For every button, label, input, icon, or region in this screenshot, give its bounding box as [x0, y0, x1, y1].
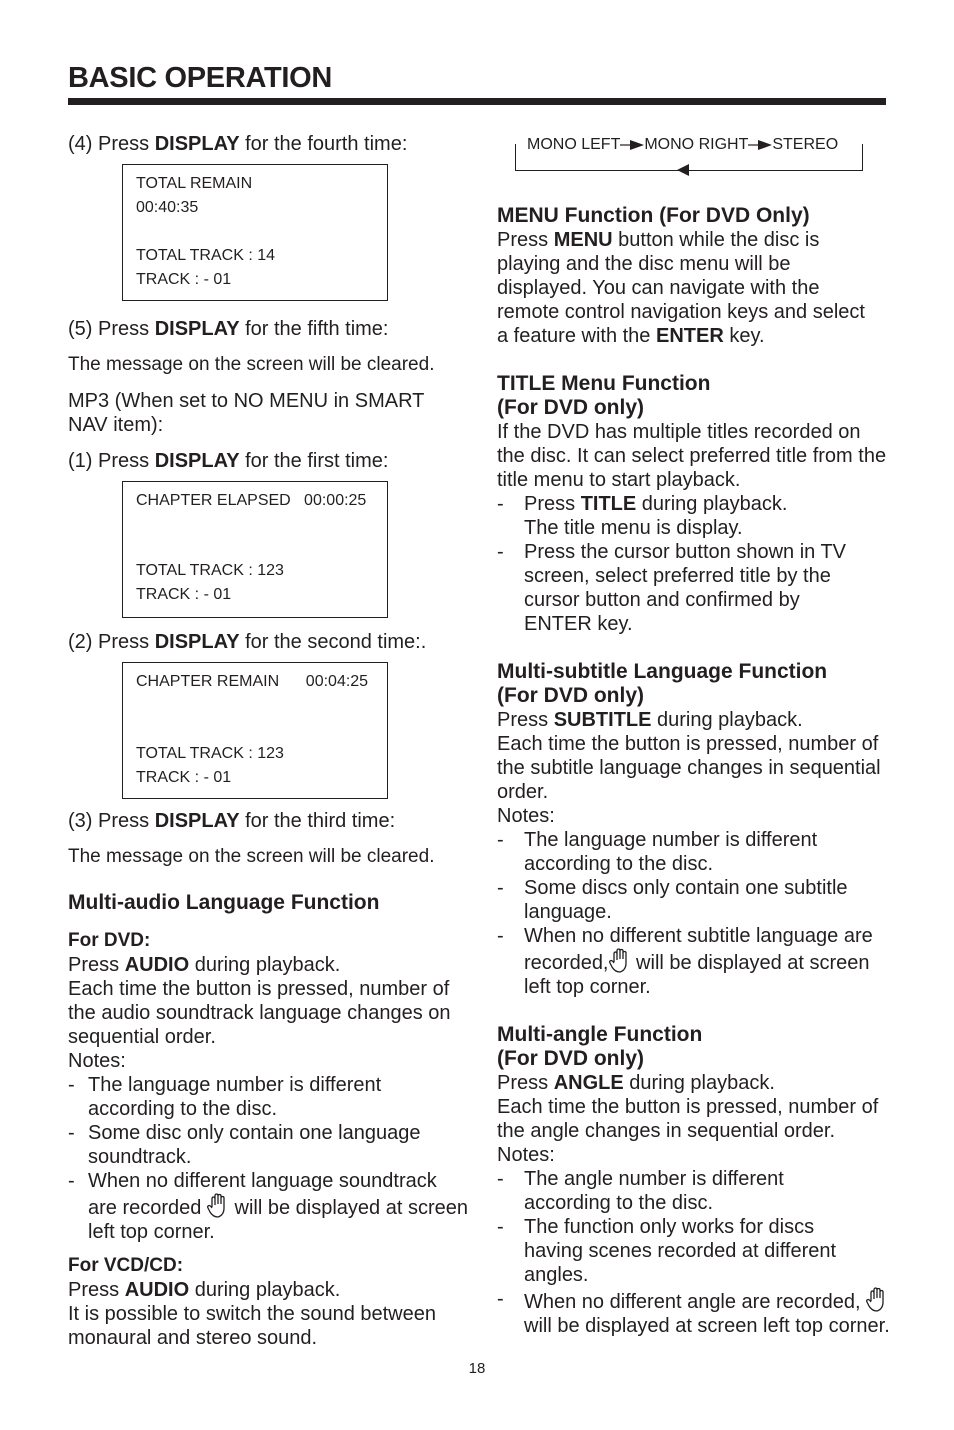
screen-display-4: TOTAL REMAIN 00:40:35 TOTAL TRACK : 14 TRACK : - 01	[122, 164, 388, 301]
hand-prohibited-icon	[609, 948, 631, 974]
subtitle-heading-1: Multi-subtitle Language Function	[497, 660, 828, 683]
audio-vcd-heading: For VCD/CD:	[68, 1255, 184, 1276]
list-item: - The angle number is different according to the disc.	[497, 1167, 844, 1215]
subtitle-notes-label: Notes:	[497, 805, 555, 827]
list-item: - Press the cursor button shown in TV screen, select preferred title by the cursor button and confirmed by ENTER key.	[497, 540, 859, 636]
subtitle-press: Press SUBTITLE during playback.	[497, 709, 803, 731]
angle-heading-2: (For DVD only)	[497, 1047, 644, 1070]
title-menu-heading-1: TITLE Menu Function	[497, 372, 711, 395]
audio-vcd-press: Press AUDIO during playback.	[68, 1279, 341, 1301]
mode-mono-right: MONO RIGHT	[644, 136, 749, 153]
title-menu-steps	[497, 492, 897, 636]
step-3: (3) Press DISPLAY for the third time:	[68, 810, 396, 832]
cleared-note-1: The message on the screen will be cleared.	[68, 354, 435, 375]
menu-heading: MENU Function (For DVD Only)	[497, 204, 810, 227]
step-5: (5) Press DISPLAY for the fifth time:	[68, 318, 389, 340]
list-item: - The language number is different according to the disc.	[497, 828, 864, 876]
cleared-note-2: The message on the screen will be cleared.	[68, 846, 435, 867]
step-2: (2) Press DISPLAY for the second time:.	[68, 631, 427, 653]
subtitle-notes-list	[497, 828, 897, 999]
angle-heading-1: Multi-angle Function	[497, 1023, 703, 1046]
list-item: - The function only works for discs having scenes recorded at different angles.	[497, 1215, 874, 1287]
arrow-right-icon	[748, 140, 772, 150]
audio-heading: Multi-audio Language Function	[68, 891, 380, 914]
audio-vcd-desc: It is possible to switch the sound between monaural and stereo sound.	[68, 1303, 436, 1349]
left-column	[68, 128, 468, 1350]
hand-prohibited-icon	[207, 1193, 229, 1219]
title-menu-desc: If the DVD has multiple titles recorded on the disc. It can select preferred title from the title menu to start playback.	[497, 421, 887, 491]
hand-prohibited-icon	[866, 1287, 888, 1313]
step-1: (1) Press DISPLAY for the first time:	[68, 450, 389, 472]
list-item: - When no different subtitle language are recorded, will be displayed at screen left top corner.	[497, 924, 874, 999]
angle-desc: Each time the button is pressed, number of the angle changes in sequential order.	[497, 1096, 879, 1142]
page-title: BASIC OPERATION	[68, 62, 333, 94]
mode-stereo: STEREO	[772, 136, 839, 153]
angle-press: Press ANGLE during playback.	[497, 1072, 775, 1094]
cycle-labels	[523, 136, 842, 154]
step-4: (4) Press DISPLAY for the fourth time:	[68, 133, 408, 155]
screen-display-2: CHAPTER REMAIN 00:04:25 TOTAL TRACK : 123 TRACK : - 01	[122, 662, 388, 799]
list-item: - Some disc only contain one language soundtrack.	[68, 1121, 468, 1169]
audio-dvd-press: Press AUDIO during playback.	[68, 954, 341, 976]
title-rule	[68, 98, 886, 105]
title-menu-heading-2: (For DVD only)	[497, 396, 644, 419]
arrow-right-icon	[620, 140, 644, 150]
list-item: - When no different language soundtrack are recorded will be displayed at screen left top corner.	[68, 1169, 468, 1244]
audio-notes-list	[68, 1073, 468, 1244]
mode-mono-left: MONO LEFT	[527, 136, 621, 153]
list-item: - Some discs only contain one subtitle language.	[497, 876, 897, 924]
menu-desc: Press MENU button while the disc is playing and the disc menu will be displayed. You can navigate with the remote control navigation keys and select a feature with the ENTER key.	[497, 229, 865, 347]
list-item: - The language number is different according to the disc.	[68, 1073, 468, 1121]
subtitle-heading-2: (For DVD only)	[497, 684, 644, 707]
mp3-intro: MP3 (When set to NO MENU in SMART NAV item):	[68, 390, 425, 436]
list-item: - Press TITLE during playback. The title menu is display.	[497, 492, 897, 540]
subtitle-desc: Each time the button is pressed, number of the subtitle language changes in sequential order.	[497, 733, 881, 803]
audio-dvd-heading: For DVD:	[68, 930, 151, 951]
angle-notes-list	[497, 1167, 897, 1338]
list-item: - When no different angle are recorded, will be displayed at screen left top corner.	[497, 1287, 892, 1338]
arrow-left-icon	[677, 164, 689, 176]
angle-notes-label: Notes:	[497, 1144, 555, 1166]
audio-notes-label: Notes:	[68, 1050, 126, 1072]
right-column	[497, 136, 897, 1338]
page-number: 18	[468, 1360, 486, 1377]
sound-mode-cycle-diagram	[497, 136, 897, 192]
audio-dvd-desc: Each time the button is pressed, number of the audio soundtrack language changes on sequential order.	[68, 978, 451, 1048]
screen-display-1: CHAPTER ELAPSED 00:00:25 TOTAL TRACK : 123 TRACK : - 01	[122, 481, 388, 618]
